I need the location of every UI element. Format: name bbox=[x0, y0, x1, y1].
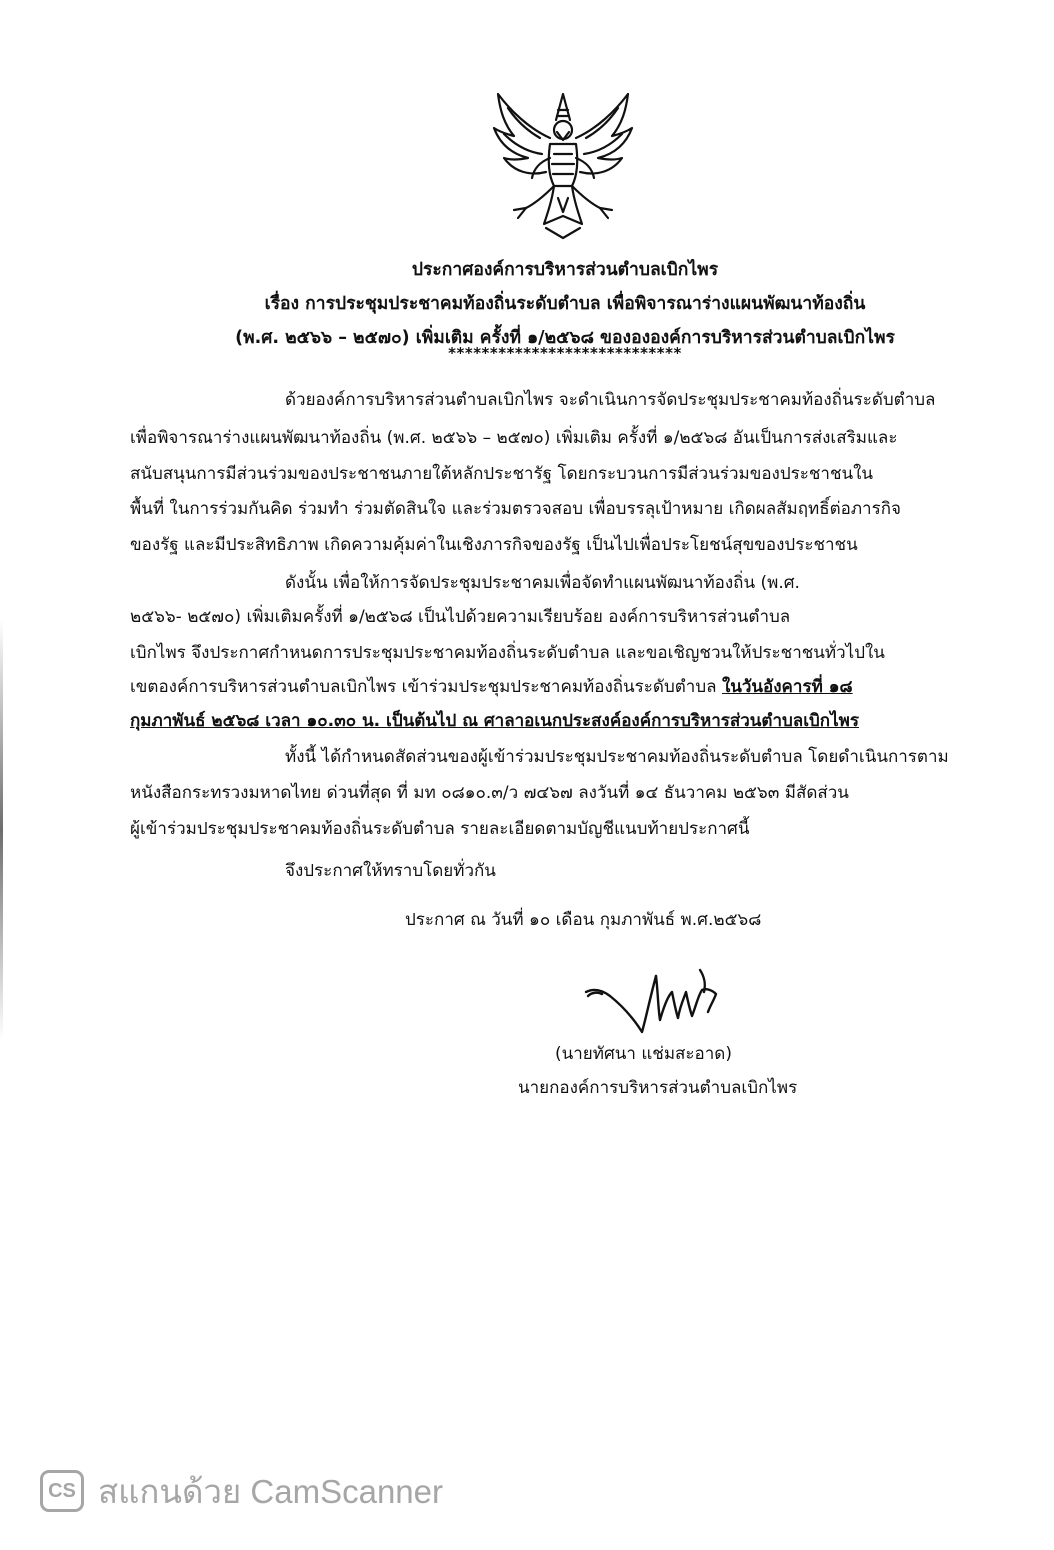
paragraph-1-line: พื้นที่ ในการร่วมกันคิด ร่วมทำ ร่วมตัดสินใจ และร่วมตรวจสอบ เพื่อบรรลุเป้าหมาย เกิดผลสัมฤทธิ์ต่อภารกิจ bbox=[130, 499, 901, 519]
signer-name: (นายทัศนา แช่มสะอาด) bbox=[555, 1044, 732, 1064]
announcement-date: ประกาศ ณ วันที่ ๑๐ เดือน กุมภาพันธ์ พ.ศ.๒๕๖๘ bbox=[405, 910, 762, 930]
paragraph-3-line: หนังสือกระทรวงมหาดไทย ด่วนที่สุด ที่ มท ๐๘๑๐.๓/ว ๗๔๖๗ ลงวันที่ ๑๔ ธันวาคม ๒๕๖๓ มีสัดส่วน bbox=[130, 783, 849, 803]
meeting-date-location: กุมภาพันธ์ ๒๕๖๘ เวลา ๑๐.๓๐ น. เป็นต้นไป ณ ศาลาอเนกประสงค์องค์การบริหารส่วนตำบลเบิกไพร bbox=[130, 711, 859, 731]
paragraph-2-line bbox=[130, 670, 853, 704]
camscanner-watermark bbox=[40, 1468, 443, 1514]
paragraph-2-line: เบิกไพร จึงประกาศกำหนดการประชุมประชาคมท้องถิ่นระดับตำบล และขอเชิญชวนให้ประชาชนทั่วไปใน bbox=[130, 643, 885, 663]
paragraph-3-line: ทั้งนี้ ได้กำหนดสัดส่วนของผู้เข้าร่วมประชุมประชาคมท้องถิ่นระดับตำบล โดยดำเนินการตาม bbox=[285, 747, 949, 767]
watermark-text: สแกนด้วย CamScanner bbox=[98, 1472, 444, 1510]
paragraph-1-line: ด้วยองค์การบริหารส่วนตำบลเบิกไพร จะดำเนินการจัดประชุมประชาคมท้องถิ่นระดับตำบล bbox=[285, 390, 936, 410]
closing-statement: จึงประกาศให้ทราบโดยทั่วกัน bbox=[285, 861, 496, 881]
handwritten-signature bbox=[580, 962, 740, 1040]
announcement-subject: เรื่อง การประชุมประชาคมท้องถิ่นระดับตำบล เพื่อพิจารณาร่างแผนพัฒนาท้องถิ่น bbox=[264, 294, 866, 314]
paragraph-1-line: เพื่อพิจารณาร่างแผนพัฒนาท้องถิ่น (พ.ศ. ๒๕๖๖ – ๒๕๗๐) เพิ่มเติม ครั้งที่ ๑/๒๕๖๘ อันเป็นการส่งเสริมและ bbox=[130, 428, 898, 448]
title-separator: **************************** bbox=[448, 344, 682, 362]
announcement-subject-cont: (พ.ศ. ๒๕๖๖ – ๒๕๗๐) เพิ่มเติม ครั้งที่ ๑/๒๕๖๘ ของององค์การบริหารส่วนตำบลเบิกไพร bbox=[235, 328, 895, 348]
signer-title: นายกองค์การบริหารส่วนตำบลเบิกไพร bbox=[518, 1078, 798, 1098]
paragraph-2-text: เขตองค์การบริหารส่วนตำบลเบิกไพร เข้าร่วมประชุมประชาคมท้องถิ่นระดับตำบล bbox=[130, 677, 722, 697]
paragraph-1-line: สนับสนุนการมีส่วนร่วมของประชาชนภายใต้หลักประชารัฐ โดยกระบวนการมีส่วนร่วมของประชาชนใน bbox=[130, 464, 874, 484]
paragraph-1-line: ของรัฐ และมีประสิทธิภาพ เกิดความคุ้มค่าในเชิงภารกิจของรัฐ เป็นไปเพื่อประโยชน์สุขของประชาชน bbox=[130, 535, 858, 555]
meeting-date-highlight: ในวันอังคารที่ ๑๘ bbox=[721, 677, 853, 697]
paragraph-3-line: ผู้เข้าร่วมประชุมประชาคมท้องถิ่นระดับตำบล รายละเอียดตามบัญชีแนบท้ายประกาศนี้ bbox=[130, 819, 750, 839]
scan-edge-shadow bbox=[0, 620, 3, 1040]
paragraph-2-line: ๒๕๖๖- ๒๕๗๐) เพิ่มเติมครั้งที่ ๑/๒๕๖๘ เป็นไปด้วยความเรียบร้อย องค์การบริหารส่วนตำบล bbox=[130, 607, 791, 627]
announcement-title: ประกาศองค์การบริหารส่วนตำบลเบิกไพร bbox=[411, 260, 719, 280]
paragraph-2-line: ดังนั้น เพื่อให้การจัดประชุมประชาคมเพื่อจัดทำแผนพัฒนาท้องถิ่น (พ.ศ. bbox=[285, 573, 800, 593]
camscanner-logo-icon: CS bbox=[40, 1470, 84, 1512]
garuda-emblem-icon bbox=[488, 88, 638, 240]
